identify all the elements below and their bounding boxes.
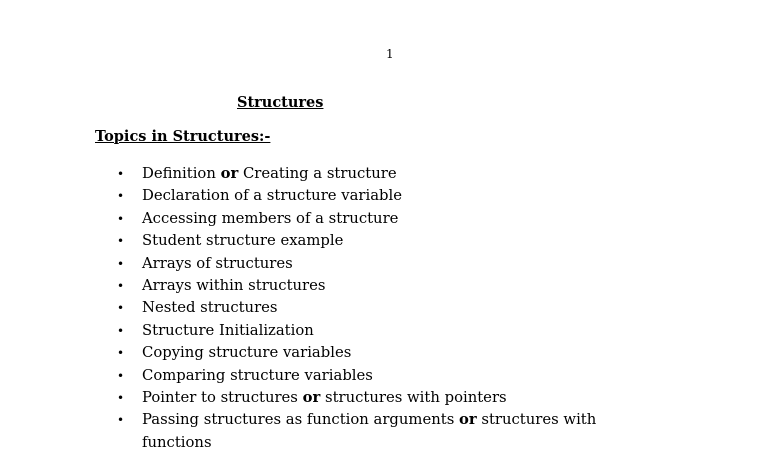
topics-heading: Topics in Structures:- — [95, 128, 271, 145]
topic-text: Copying structure variables — [142, 344, 352, 362]
topic-text: Declaration of a structure variable — [142, 187, 403, 205]
bullet-icon: • — [117, 279, 125, 294]
topic-text: Arrays within structures — [142, 277, 326, 295]
bullet-icon: • — [117, 368, 125, 383]
bullet-icon: • — [117, 167, 125, 181]
topic-item — [0, 208, 596, 230]
topic-text-after: Creating a structure — [238, 165, 397, 182]
page-number: 1 — [386, 47, 394, 61]
topic-text-after: structures with pointers — [320, 389, 507, 407]
topic-text: Arrays of structures — [142, 254, 293, 272]
bullet-icon: • — [117, 211, 125, 226]
topic-text: Nested structures — [142, 299, 278, 317]
topic-item — [0, 409, 596, 431]
topic-item — [0, 230, 596, 252]
topic-item — [0, 365, 596, 387]
topic-text: Accessing members of a structure — [142, 209, 399, 227]
bullet-icon: • — [117, 413, 125, 428]
topic-text: Comparing structure variables — [142, 366, 373, 384]
topic-item — [0, 297, 596, 319]
bullet-icon: • — [117, 391, 125, 406]
topic-item — [0, 387, 596, 409]
topic-text: Passing structures as function arguments — [142, 411, 459, 429]
bullet-icon: • — [117, 234, 125, 249]
topic-text: Structure Initialization — [142, 321, 314, 339]
topic-conjunction: or — [459, 411, 477, 429]
topic-item — [0, 275, 596, 297]
bullet-icon: • — [117, 301, 125, 316]
topic-text: Pointer to structures — [142, 389, 303, 407]
bullet-icon: • — [117, 323, 125, 338]
bullet-icon: • — [117, 256, 125, 271]
document-title: Structures — [237, 94, 324, 111]
topic-item — [0, 342, 596, 364]
bullet-icon: • — [117, 189, 125, 204]
topic-conjunction: or — [302, 389, 321, 407]
topic-item — [0, 163, 596, 185]
topic-list — [0, 163, 596, 454]
topic-item-continuation: functions — [142, 433, 212, 451]
bullet-icon: • — [117, 346, 125, 361]
topic-item — [0, 320, 596, 342]
topic-conjunction: or — [220, 165, 239, 182]
topic-item — [0, 253, 596, 275]
topic-text-after: structures with — [476, 411, 597, 429]
topic-item — [0, 185, 596, 207]
topic-text: Definition — [142, 165, 221, 182]
topic-text: Student structure example — [142, 232, 344, 250]
